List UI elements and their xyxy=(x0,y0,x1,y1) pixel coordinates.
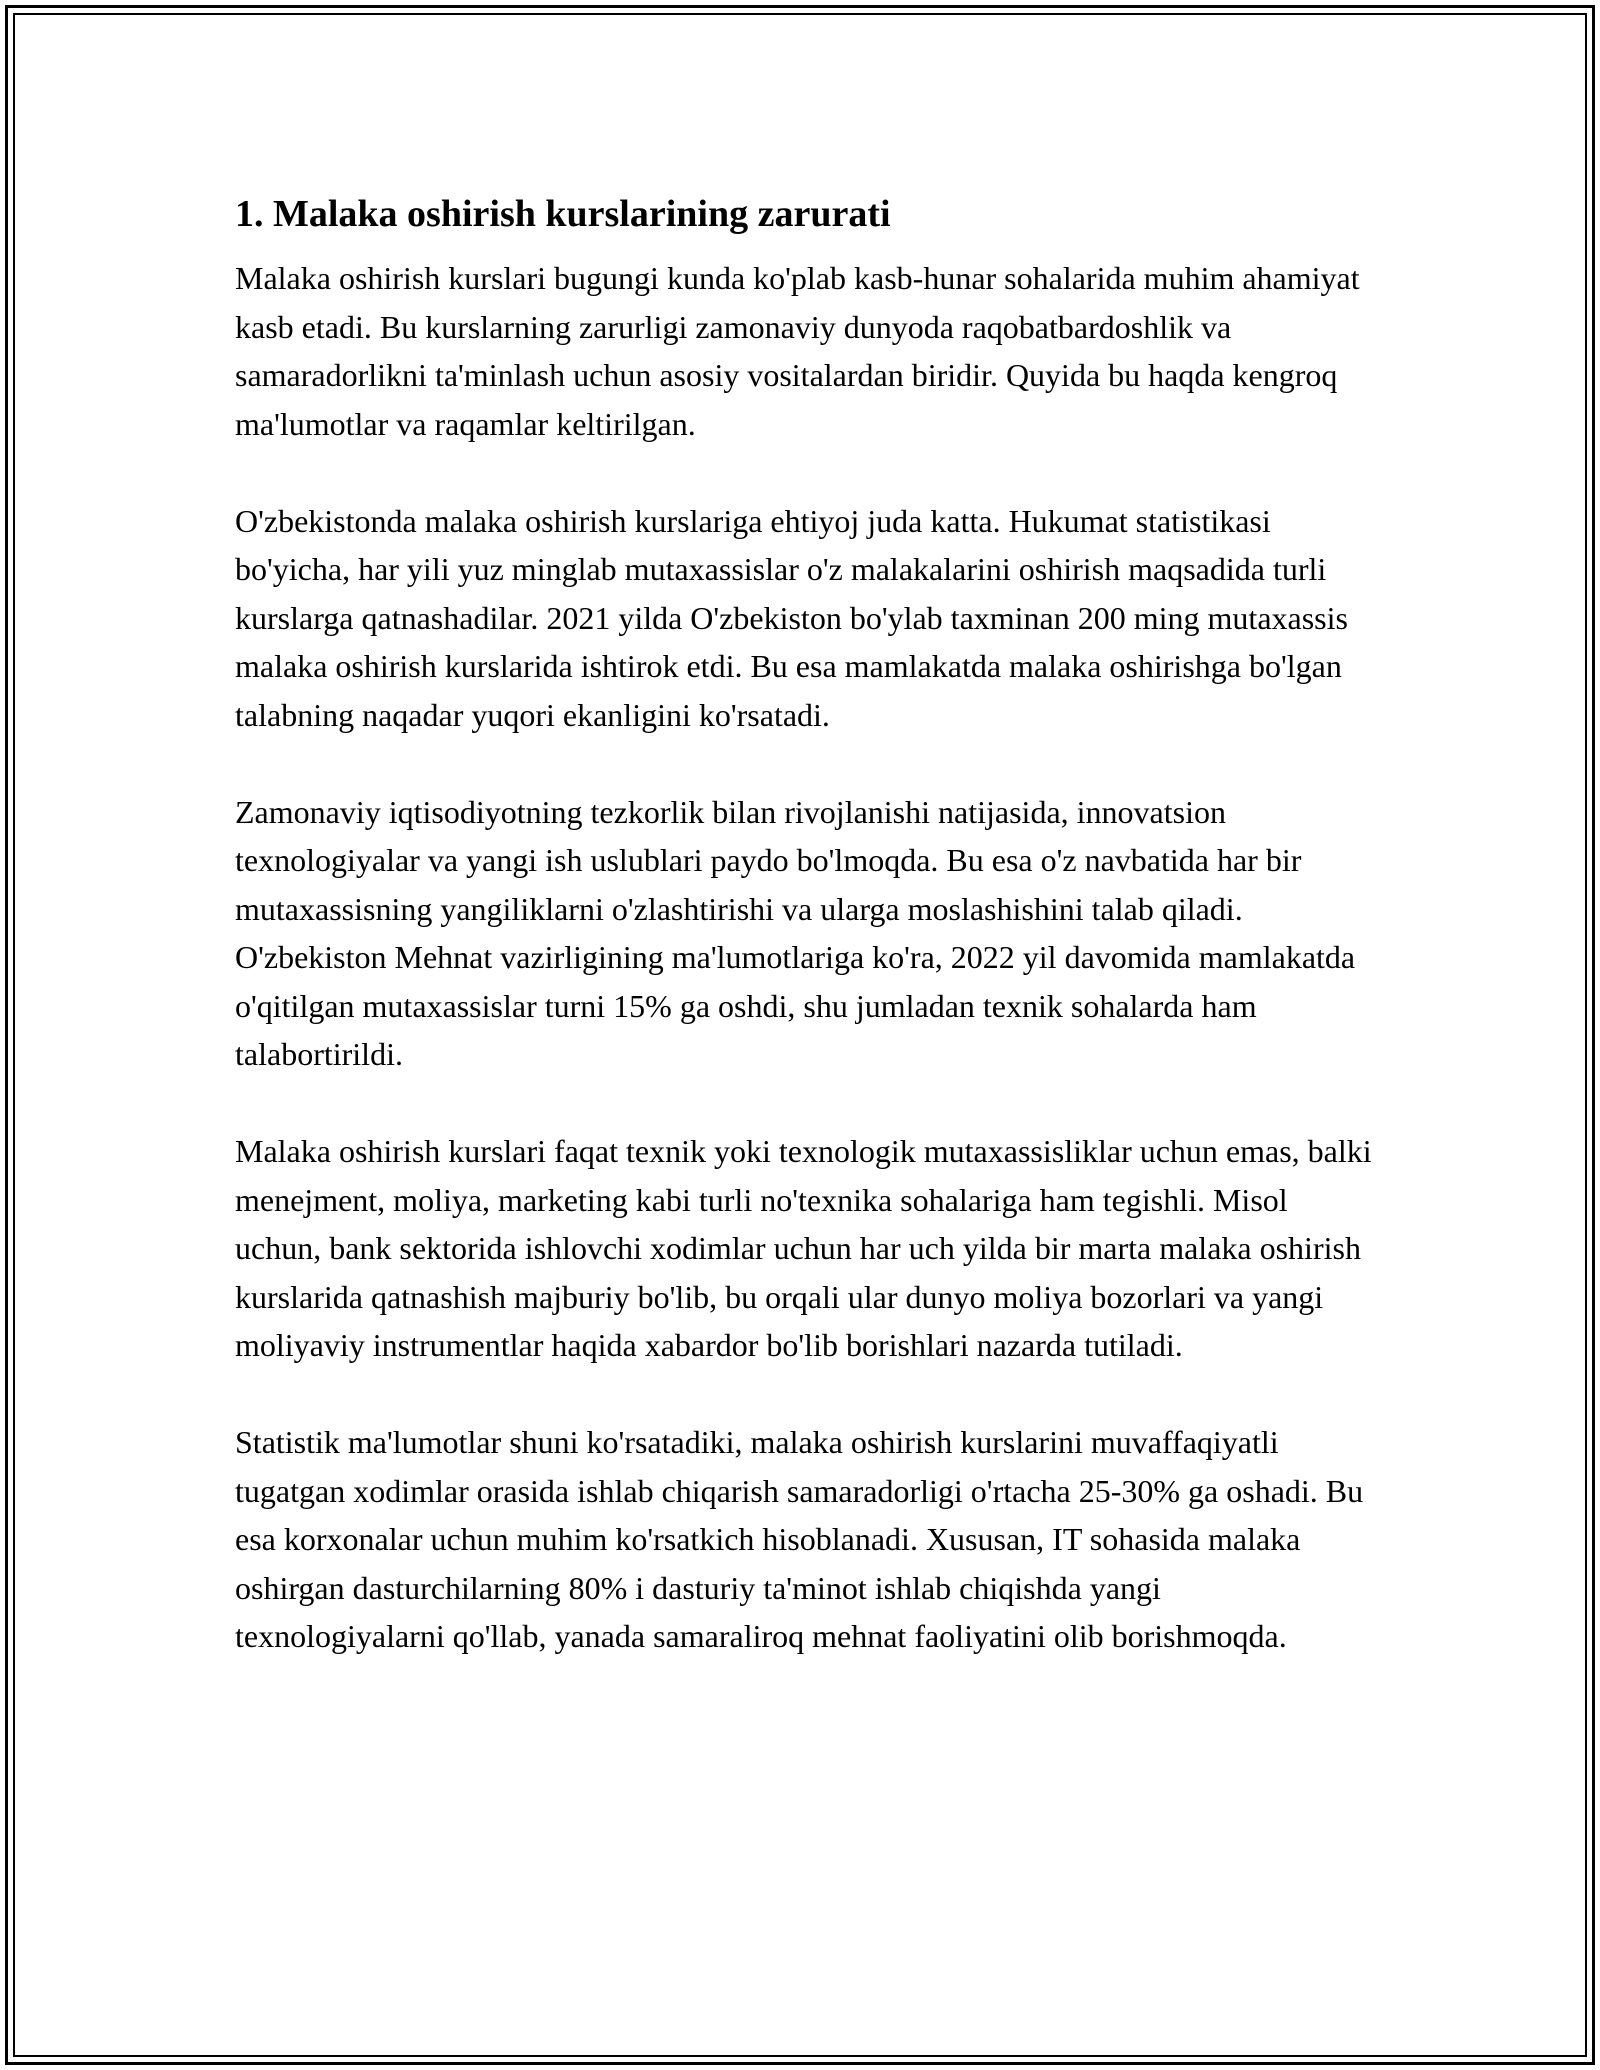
paragraph-non-technical: Malaka oshirish kurslari faqat texnik yoki texnologik mutaxassisliklar uchun emas, balki menejment, moliya, marketing kabi turli no'texnika sohalariga ham tegishli. Misol uchun, bank sektorida ishlovchi xodimlar uchun har uch yilda bir marta malaka oshirish kurslarida qatnashish majburiy bo'lib, bu orqali ular dunyo moliya bozorlari va yangi moliyaviy instrumentlar haqida xabardor bo'lib borishlari nazarda tutiladi. xyxy=(235,1133,1372,1363)
paragraph-demand: O'zbekistonda malaka oshirish kurslariga ehtiyoj juda katta. Hukumat statistikasi bo'yicha, har yili yuz minglab mutaxassislar o'z malakalarini oshirish maqsadida turli kurslarga qatnashadilar. 2021 yilda O'zbekiston bo'ylab taxminan 200 ming mutaxassis malaka oshirish kurslarida ishtirok etdi. Bu esa mamlakatda malaka oshirishga bo'lgan talabning naqadar yuqori ekanligini ko'rsatadi. xyxy=(235,502,1348,733)
paragraph-statistics: Statistik ma'lumotlar shuni ko'rsatadiki, malaka oshirish kurslarini muvaffaqiyatli tugatgan xodimlar orasida ishlab chiqarish samaradorligi o'rtacha 25-30% ga oshadi. Bu esa korxonalar uchun muhim ko'rsatkich hisoblanadi. Xususan, IT sohasida malaka oshirgan dasturchilarning 80% i dasturiy ta'minot ishlab chiqishda yangi texnologiyalarni qo'llab, yanada samaraliroq mehnat faoliyatini olib borishmoqda. xyxy=(235,1424,1364,1654)
document-body xyxy=(235,186,1375,1661)
paragraph-intro: Malaka oshirish kurslari bugungi kunda ko'plab kasb-hunar sohalarida muhim ahamiyat kasb etadi. Bu kurslarning zarurligi zamonaviy dunyoda raqobatbardoshlik va samaradorlikni ta'minlash uchun asosiy vositalardan biridir. Quyida bu haqda kengroq ma'lumotlar va raqamlar keltirilgan. xyxy=(235,260,1360,442)
section-heading: 1. Malaka oshirish kurslarining zarurati xyxy=(235,193,891,235)
paragraph-economy: Zamonaviy iqtisodiyotning tezkorlik bilan rivojlanishi natijasida, innovatsion texnologiyalar va yangi ish uslublari paydo bo'lmoqda. Bu esa o'z navbatida har bir mutaxassisning yangiliklarni o'zlashtirishi va ularga moslashishini talab qiladi. O'zbekiston Mehnat vazirligining ma'lumotlariga ko'ra, 2022 yil davomida mamlakatda o'qitilgan mutaxassislar turni 15% ga oshdi, shu jumladan texnik sohalarda ham talabortirildi. xyxy=(235,793,1356,1072)
